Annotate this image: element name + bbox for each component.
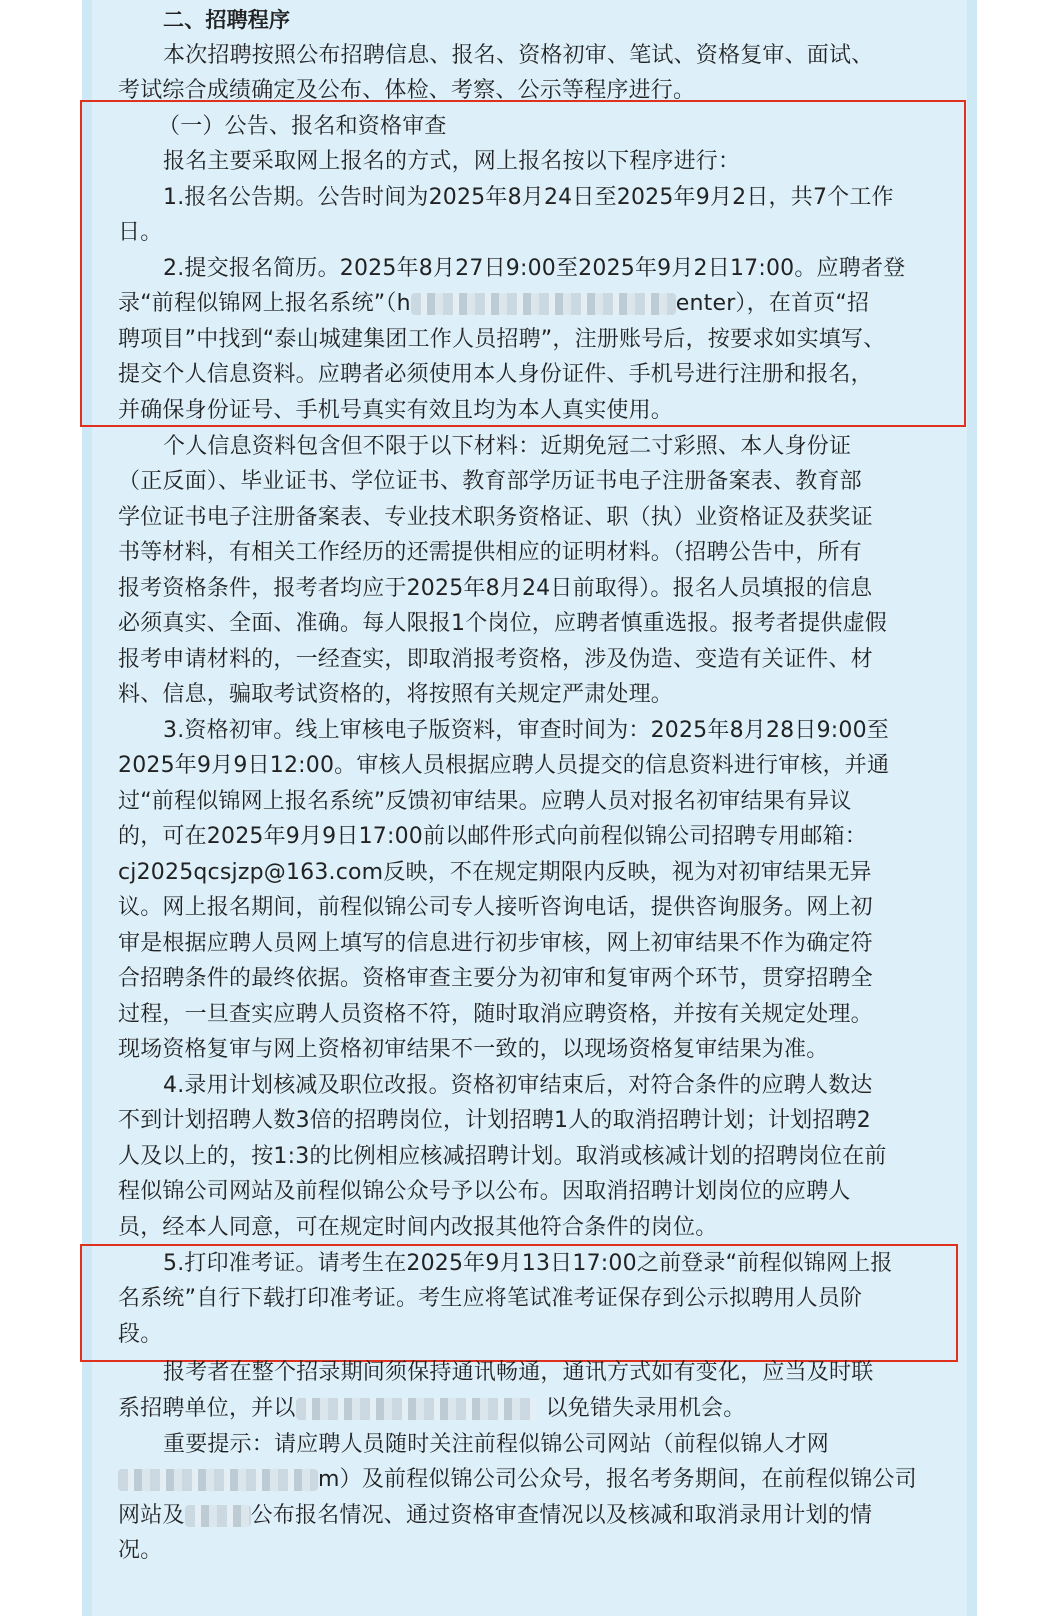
item3-line-2: 2025年9月9日12:00。审核人员根据应聘人员提交的信息资料进行审核，并通 bbox=[118, 753, 890, 778]
notice-line-2 bbox=[118, 1462, 917, 1498]
materials-line-5: 报考资格条件，报考者均应于2025年8月24日前取得）。报名人员填报的信息 bbox=[118, 576, 873, 601]
item4-line-4: 程似锦公司网站及前程似锦公众号予以公布。因取消招聘计划岗位的应聘人 bbox=[118, 1179, 851, 1204]
item3-line-1: 3.资格初审。线上审核电子版资料，审查时间为：2025年8月28日9:00至 bbox=[163, 718, 889, 743]
item5-line-1: 5.打印准考证。请考生在2025年9月13日17:00之前登录“前程似锦网上报 bbox=[163, 1251, 893, 1276]
item2-line-2-end: enter），在首页“招 bbox=[675, 291, 870, 316]
item5-line-2: 名系统”自行下载打印准考证。考生应将笔试准考证保存到公示拟聘用人员阶 bbox=[118, 1286, 863, 1311]
panel-right-border bbox=[967, 0, 977, 1616]
item2-line-1: 2.提交报名简历。2025年8月27日9:00至2025年9月2日17:00。应聘者登 bbox=[163, 256, 906, 281]
item2-line-3: 聘项目”中找到“泰山城建集团工作人员招聘”，注册账号后，按要求如实填写、 bbox=[118, 327, 886, 352]
intro-line-1: 本次招聘按照公布招聘信息、报名、资格初审、笔试、资格复审、面试、 bbox=[163, 43, 874, 68]
item3-line-5: cj2025qcsjzp@163.com反映，不在规定期限内反映，视为对初审结果无异 bbox=[118, 860, 872, 885]
item5-line-3: 段。 bbox=[118, 1322, 163, 1347]
item1-line-1: 1.报名公告期。公告时间为2025年8月24日至2025年9月2日，共7个工作 bbox=[163, 185, 894, 210]
item4-line-5: 员，经本人同意，可在规定时间内改报其他符合条件的岗位。 bbox=[118, 1215, 718, 1240]
item3-line-10: 现场资格复审与网上资格初审结果不一致的，以现场资格复审结果为准。 bbox=[118, 1037, 829, 1062]
highlight-box-item5 bbox=[80, 1244, 958, 1362]
notice-line-3-end: 公布报名情况、通过资格审查情况以及核减和取消录用计划的情 bbox=[250, 1503, 873, 1528]
contact-line-1: 报考者在整个招录期间须保持通讯畅通，通讯方式如有变化，应当及时联 bbox=[163, 1360, 874, 1385]
contact-line-2-end: 以免错失录用机会。 bbox=[545, 1396, 746, 1421]
redacted-website-blur bbox=[118, 1469, 318, 1491]
materials-line-8: 料、信息，骗取考试资格的，将按照有关规定严肃处理。 bbox=[118, 682, 674, 707]
item4-line-2: 不到计划招聘人数3倍的招聘岗位，计划招聘1人的取消招聘计划；计划招聘2 bbox=[118, 1108, 871, 1133]
materials-line-2: （正反面）、毕业证书、学位证书、教育部学历证书电子注册备案表、教育部 bbox=[118, 469, 862, 494]
materials-line-4: 书等材料，有相关工作经历的还需提供相应的证明材料。（招聘公告中，所有 bbox=[118, 540, 862, 565]
notice-line-3-start: 网站及 bbox=[118, 1503, 185, 1528]
contact-line-2 bbox=[118, 1391, 745, 1427]
section-heading: 二、招聘程序 bbox=[163, 8, 291, 32]
notice-line-4: 况。 bbox=[118, 1538, 163, 1563]
subsection-intro: 报名主要采取网上报名的方式，网上报名按以下程序进行： bbox=[163, 149, 741, 174]
item3-line-9: 过程，一旦查实应聘人员资格不符，随时取消应聘资格，并按有关规定处理。 bbox=[118, 1002, 873, 1027]
item3-line-8: 合招聘条件的最终依据。资格审查主要分为初审和复审两个环节，贯穿招聘全 bbox=[118, 966, 873, 991]
intro-line-2: 考试综合成绩确定及公布、体检、考察、公示等程序进行。 bbox=[118, 78, 696, 103]
notice-line-3 bbox=[118, 1498, 872, 1534]
materials-line-7: 报考申请材料的，一经查实，即取消报考资格，涉及伪造、变造有关证件、材 bbox=[118, 647, 873, 672]
contact-line-2-start: 系招聘单位，并以 bbox=[118, 1396, 296, 1421]
item2-line-5: 并确保身份证号、手机号真实有效且均为本人真实使用。 bbox=[118, 398, 674, 423]
item4-line-1: 4.录用计划核减及职位改报。资格初审结束后，对符合条件的应聘人数达 bbox=[163, 1073, 873, 1098]
item3-line-3: 过“前程似锦网上报名系统”反馈初审结果。应聘人员对报名初审结果有异议 bbox=[118, 789, 852, 814]
item2-line-2-start: 录“前程似锦网上报名系统”（h bbox=[118, 291, 411, 316]
materials-line-6: 必须真实、全面、准确。每人限报1个岗位，应聘者慎重选报。报考者提供虚假 bbox=[118, 611, 887, 636]
highlight-box-section1 bbox=[80, 100, 966, 427]
item4-line-3: 人及以上的，按1:3的比例相应核减招聘计划。取消或核减计划的招聘岗位在前 bbox=[118, 1144, 887, 1169]
item3-line-7: 审是根据应聘人员网上填写的信息进行初步审核，网上初审结果不作为确定符 bbox=[118, 931, 873, 956]
subsection-title: （一）公告、报名和资格审查 bbox=[158, 114, 447, 139]
item1-line-2: 日。 bbox=[118, 220, 163, 245]
item3-line-4: 的，可在2025年9月9日17:00前以邮件形式向前程似锦公司招聘专用邮箱： bbox=[118, 824, 867, 849]
materials-line-3: 学位证书电子注册备案表、专业技术职务资格证、职（执）业资格证及获奖证 bbox=[118, 505, 873, 530]
notice-line-2-end: m）及前程似锦公司公众号，报名考务期间，在前程似锦公司 bbox=[318, 1467, 917, 1492]
notice-line-1: 重要提示：请应聘人员随时关注前程似锦公司网站（前程似锦人才网 bbox=[163, 1432, 830, 1457]
item3-line-6: 议。网上报名期间，前程似锦公司专人接听咨询电话，提供咨询服务。网上初 bbox=[118, 895, 873, 920]
item2-line-4: 提交个人信息资料。应聘者必须使用本人身份证件、手机号进行注册和报名， bbox=[118, 362, 873, 387]
redacted-account-blur bbox=[185, 1505, 251, 1527]
redacted-contact-blur bbox=[296, 1398, 536, 1420]
materials-line-1: 个人信息资料包含但不限于以下材料：近期免冠二寸彩照、本人身份证 bbox=[163, 434, 852, 459]
